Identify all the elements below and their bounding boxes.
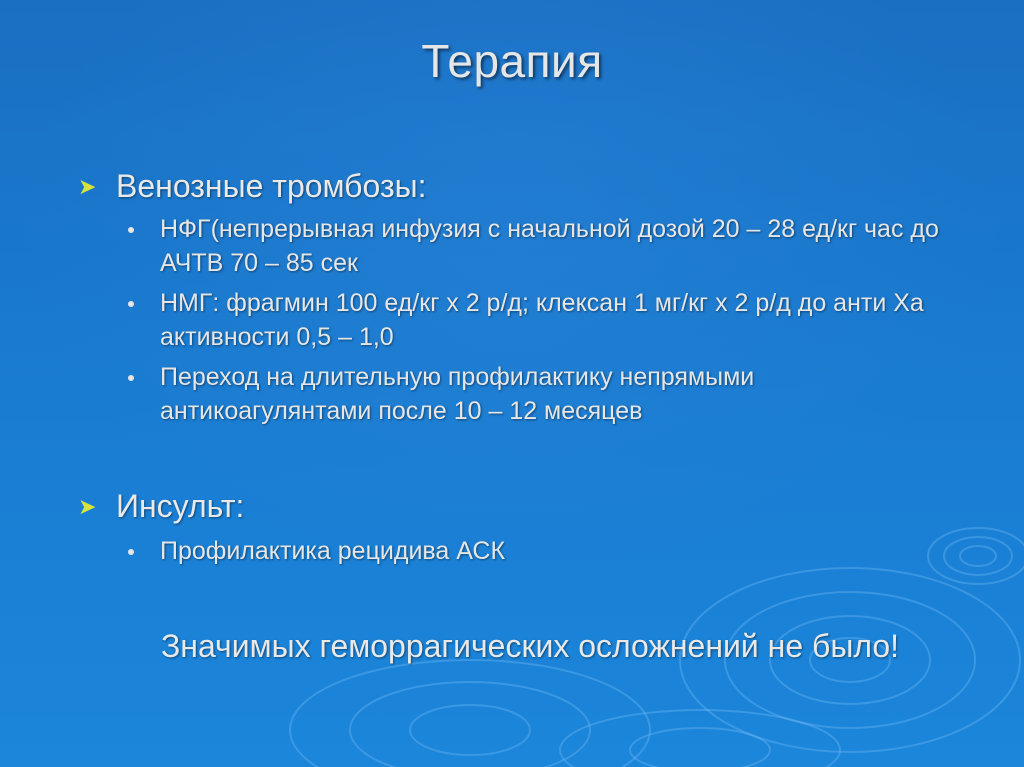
list-item-text: Переход на длительную профилактику непрямыми антикоагулянтами после 10 – 12 месяцев [160,363,755,425]
list-item-text: НМГ: фрагмин 100 ед/кг х 2 р/д; клексан 1 мг/кг х 2 р/д до анти Ха активности 0,5 – 1,0 [160,289,924,351]
list-item [126,360,960,428]
dot-bullet-icon [128,301,134,307]
section-heading-text: Инсульт: [116,488,245,524]
arrow-bullet-icon: ➤ [78,493,97,519]
section-heading-stroke [78,488,244,525]
dot-bullet-icon [128,549,134,555]
dot-bullet-icon [128,375,134,381]
slide-title: Терапия [421,35,603,87]
list-item [126,212,960,280]
section-heading-text: Венозные тромбозы: [116,168,427,204]
bullet-list-stroke [126,534,960,574]
list-item-text: Профилактика рецидива АСК [160,537,506,565]
bullet-list-venous [126,212,960,434]
list-item-text: НФГ(непрерывная инфузия с начальной дозой 20 – 28 ед/кг час до АЧТВ 70 – 85 сек [160,215,939,277]
arrow-bullet-icon: ➤ [78,173,97,199]
dot-bullet-icon [128,227,134,233]
slide-conclusion: Значимых геморрагических осложнений не было! [160,628,900,664]
list-item [126,534,960,568]
section-heading-venous [78,168,427,205]
list-item [126,286,960,354]
